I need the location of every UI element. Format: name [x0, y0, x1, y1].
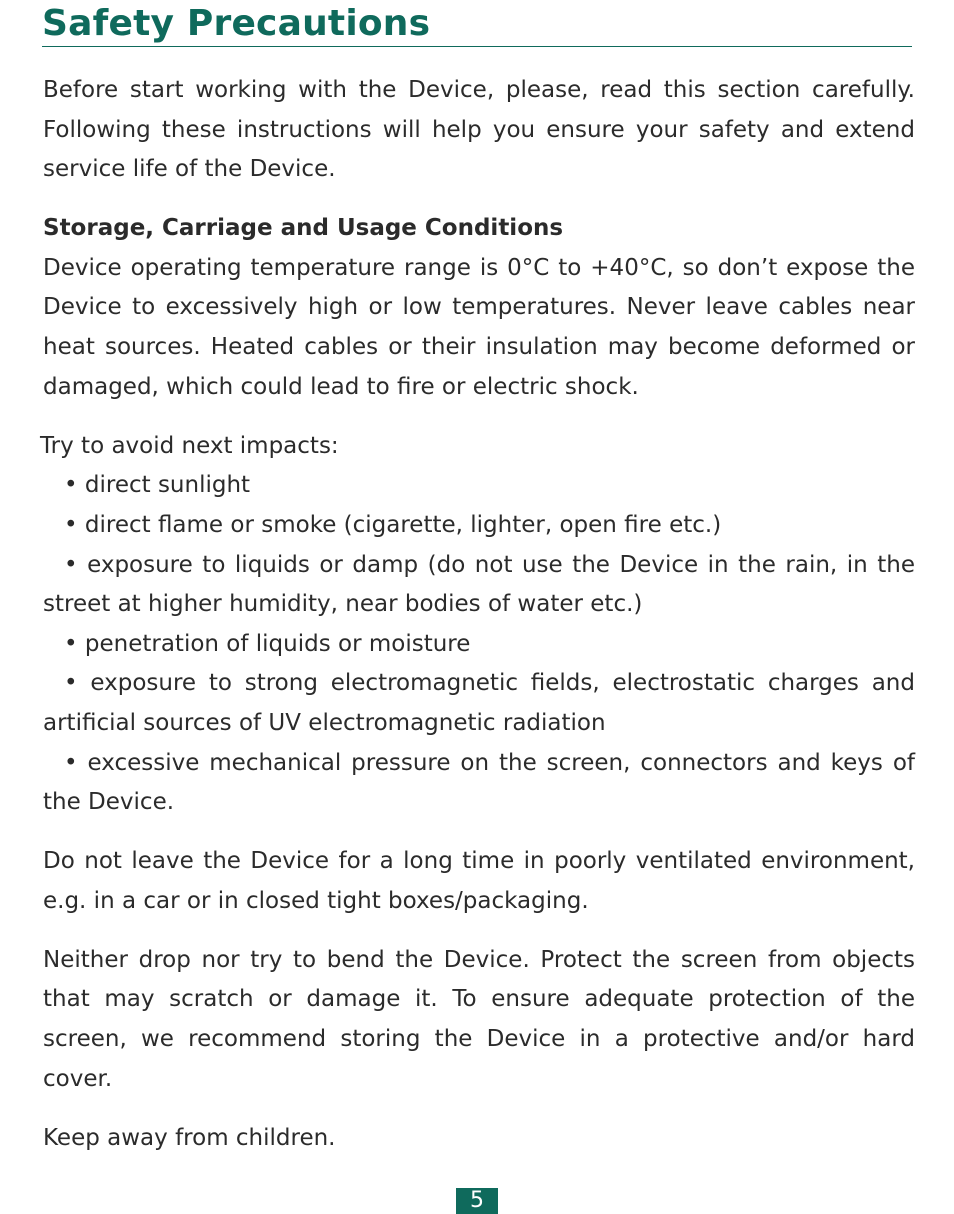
spacer	[43, 407, 915, 427]
document-body	[40, 71, 915, 1158]
spacer	[43, 1099, 915, 1119]
section-heading: Storage, Carriage and Usage Conditions	[43, 215, 564, 242]
impact-item: • exposure to liquids or damp (do not use the Device in the rain, in the street at higher humidity, near bodies of water etc.)	[43, 551, 915, 618]
spacer	[43, 921, 915, 941]
spacer	[43, 190, 915, 210]
impact-item: • exposure to strong electromagnetic fields, electrostatic charges and artificial sources of UV electromagnetic radiation	[43, 670, 915, 736]
impact-item: • direct sunlight	[64, 472, 251, 499]
impacts-intro: Try to avoid next impacts:	[40, 432, 339, 459]
ventilation-paragraph: Do not leave the Device for a long time in poorly ventilated environment, e.g. in a car or in closed tight boxes/packaging.	[43, 848, 915, 914]
impact-item: • direct flame or smoke (cigarette, lighter, open fire etc.)	[64, 511, 722, 538]
impact-item: • excessive mechanical pressure on the screen, connectors and keys of the Device.	[43, 749, 915, 816]
intro-paragraph: Before start working with the Device, please, read this section carefully. Following these instructions will help you ensure your safety and extend service life of the Device.	[43, 77, 915, 183]
spacer	[43, 823, 915, 843]
title-block	[42, 2, 912, 47]
impact-item: • penetration of liquids or moisture	[64, 630, 471, 657]
temperature-paragraph: Device operating temperature range is 0°C to +40°C, so don’t expose the Device to excessively high or low temperatures. Never leave cables near heat sources. Heated cables or their insulation may become deformed or damaged, which could lead to fire or electric shock.	[43, 254, 915, 400]
children-paragraph: Keep away from children.	[43, 1124, 336, 1151]
page-title: Safety Precautions	[42, 3, 431, 44]
page-number: 5	[456, 1188, 498, 1214]
drop-paragraph: Neither drop nor try to bend the Device. Protect the screen from objects that may scratch or damage it. To ensure adequate protection of the screen, we recommend storing the Device in a protective and/or hard cover.	[43, 946, 915, 1092]
